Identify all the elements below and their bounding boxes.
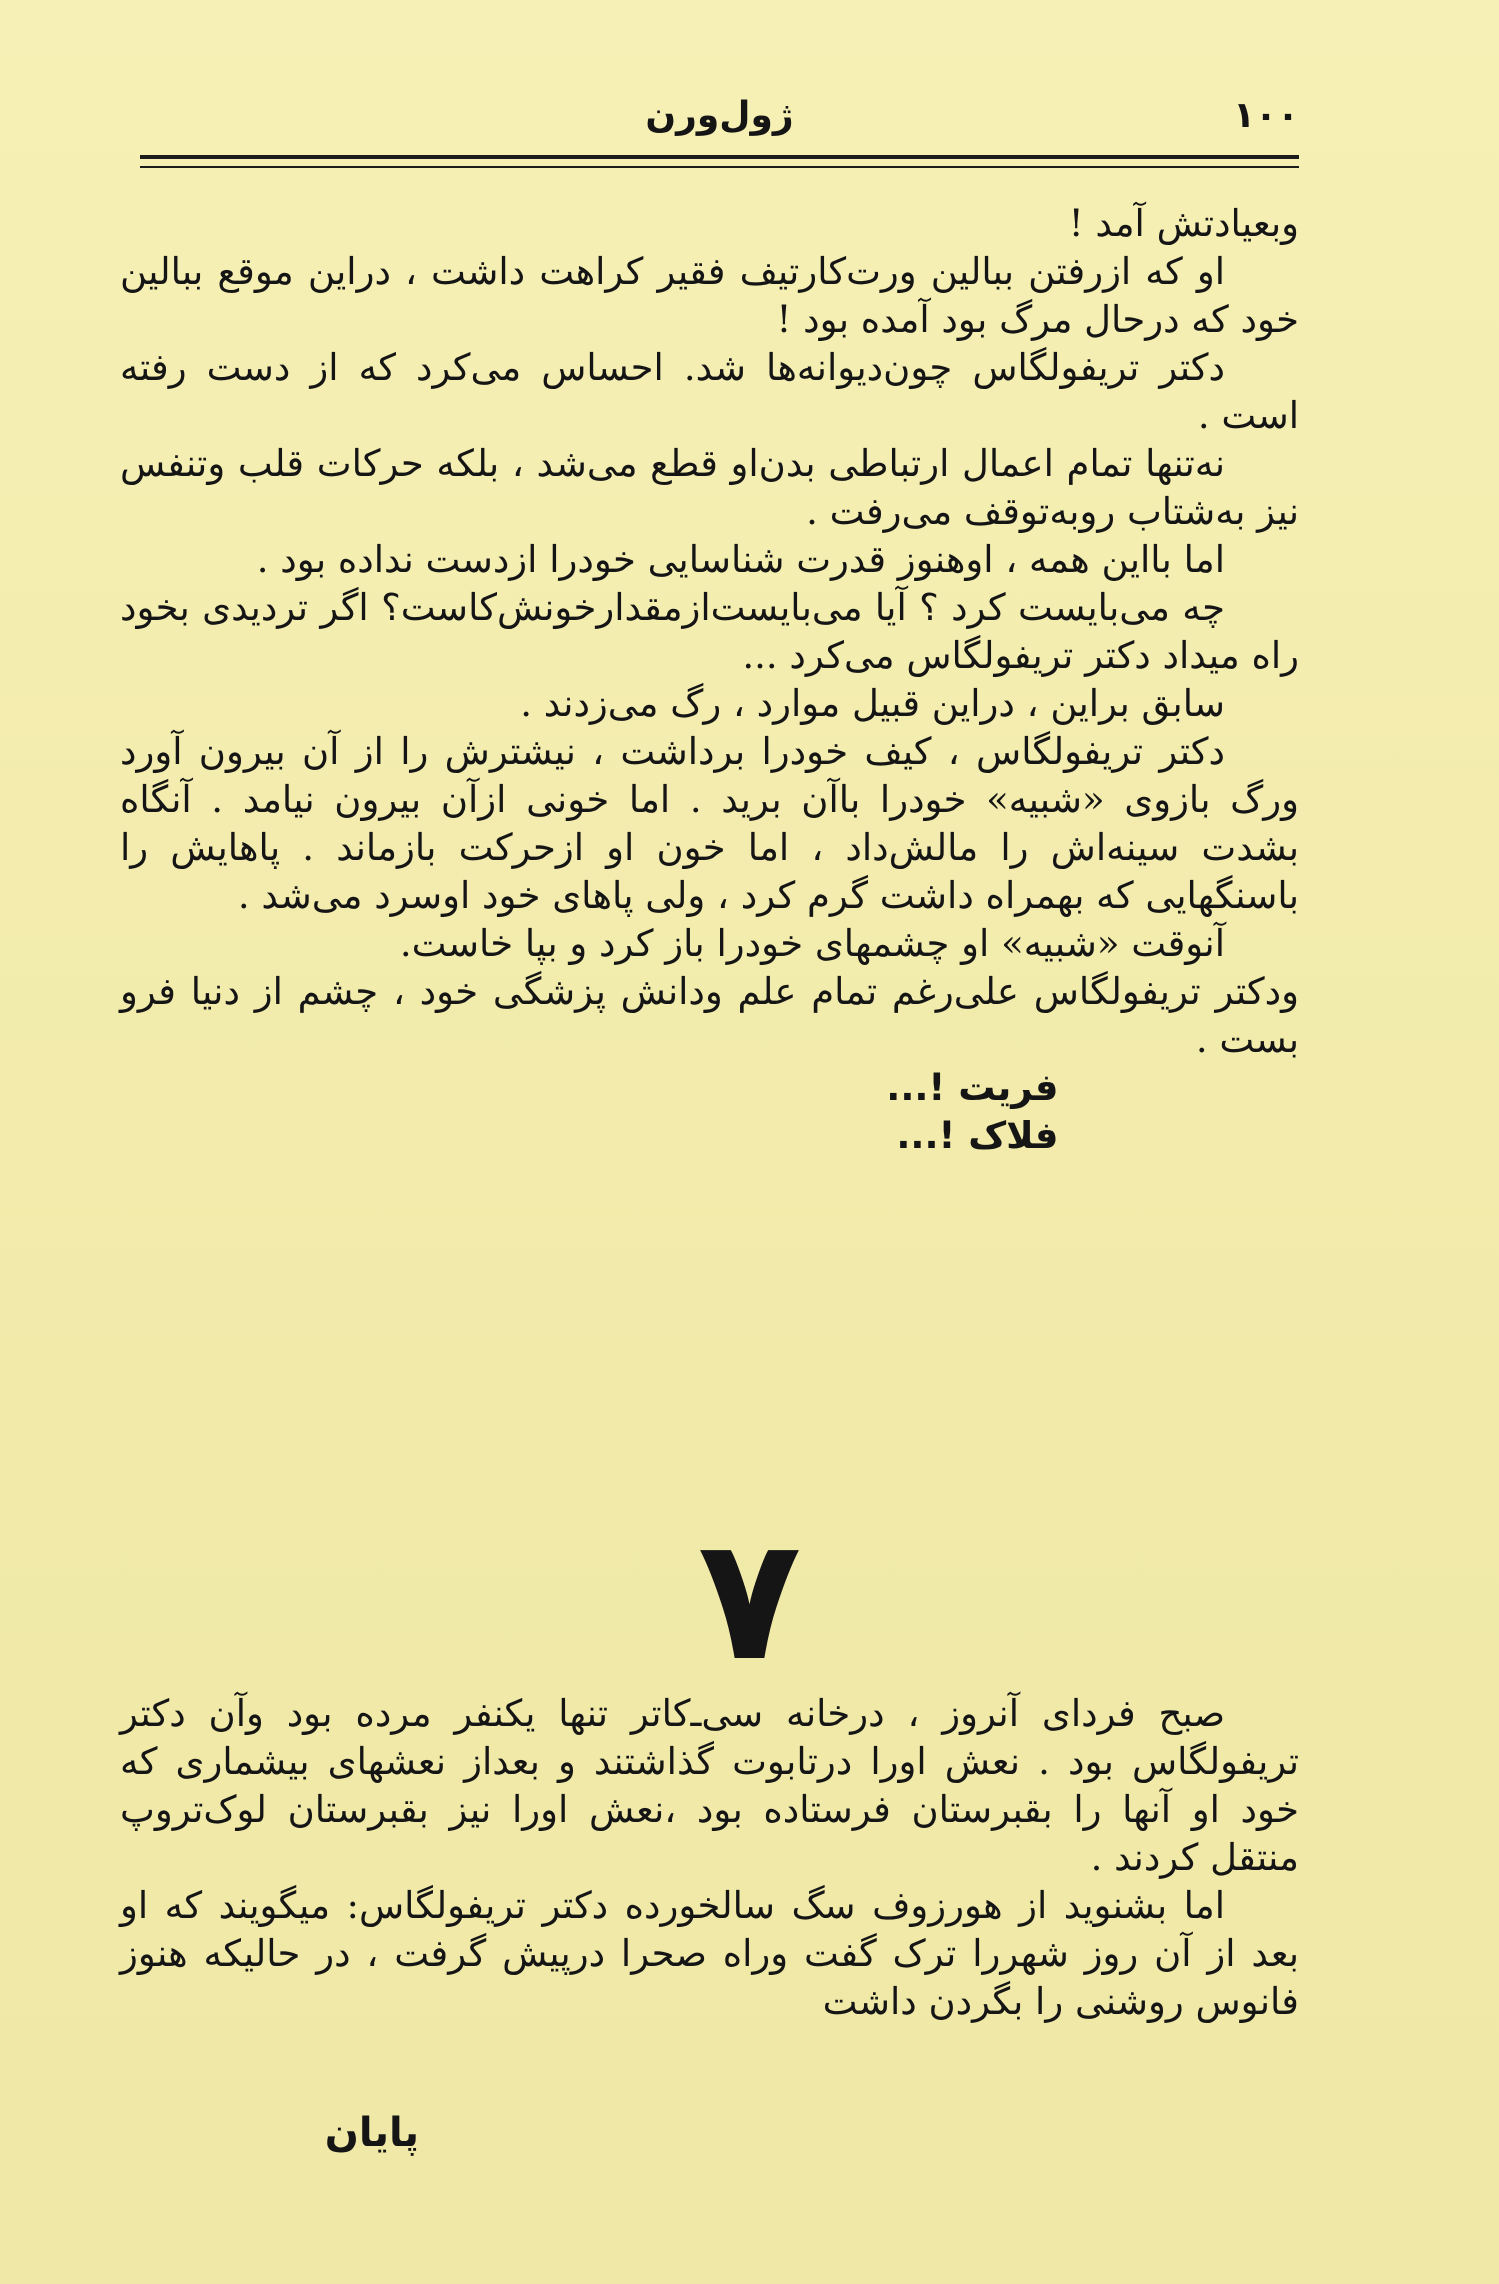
paragraph: چه می‌بایست کرد ؟ آیا می‌بایست‌ازمقدارخونش‌کاست؟ اگر تردیدی بخود راه میداد دکتر تریفولگاس می‌کرد ... (120, 586, 1299, 677)
header-rule-thin (140, 166, 1299, 168)
the-end-label: پایان (324, 2110, 419, 2156)
paragraph: ودکتر تریفولگاس علی‌رغم تمام علم ودانش پزشگی خود ، چشم از دنیا فرو بست . (120, 970, 1299, 1061)
section-a-text (120, 200, 1299, 1160)
exclamation: فلاک !... (896, 1114, 1059, 1157)
running-title: ژول‌ورن (645, 95, 794, 136)
paragraph: آنوقت «شبیه» او چشمهای خودرا باز کرد و بپا خاست. (399, 922, 1225, 965)
section-b-text (120, 1690, 1299, 2026)
paragraph: اما بااین همه ، اوهنوز قدرت شناسایی خودرا ازدست نداده بود . (256, 538, 1225, 581)
chapter-number: ۷ (697, 1501, 802, 1699)
paragraph: دکتر تریفولگاس چون‌دیوانه‌ها شد. احساس می‌کرد که از دست رفته است . (120, 346, 1299, 437)
paragraph: او که ازرفتن ببالین ورت‌کارتیف فقیر کراهت داشت ، دراین موقع ببالین خود که درحال مرگ بود آمده بود ! (120, 250, 1299, 341)
exclamation: فریت !... (886, 1066, 1059, 1109)
header-rule-thick (140, 155, 1299, 159)
paragraph: نه‌تنها تمام اعمال ارتباطی بدن‌او قطع می‌شد ، بلکه حرکات قلب وتنفس نیز به‌شتاب روبه‌توقف می‌رفت . (120, 442, 1299, 533)
page-number: ۱۰۰ (1233, 95, 1299, 136)
paragraph: وبعیادتش آمد ! (1068, 202, 1299, 245)
paragraph: دکتر تریفولگاس ، کیف خودرا برداشت ، نیشترش را از آن بیرون آورد ورگ بازوی «شبیه» خودرا باآن برید . اما خونی ازآن بیرون نیامد . آنگاه بشدت سینه‌اش را مالش‌داد ، اما خون او ازحرکت بازماند . پاهایش را باسنگهایی که بهمراه داشت گرم کرد ، ولی پاهای خود اوسرد می‌شد . (120, 730, 1299, 917)
paragraph: صبح فردای آنروز ، درخانه سی‌ـ‌کاتر تنها یکنفر مرده بود وآن دکتر تریفولگاس بود . نعش اورا درتابوت گذاشتند و بعداز نعشهای بیشماری که خود او آنها را بقبرستان فرستاده بود ،نعش اورا نیز بقبرستان لوک‌تروپ منتقل کردند . (120, 1692, 1300, 1879)
paragraph: اما بشنوید از هورزوف سگ سالخورده دکتر تریفولگاس: میگویند که او بعد از آن روز شهررا ترک گفت وراه صحرا درپیش گرفت ، در حالیکه هنوز فانوس روشنی را بگردن داشت (120, 1884, 1299, 2023)
page-header (140, 95, 1299, 155)
paragraph: سابق براین ، دراین قبیل موارد ، رگ می‌زدند . (520, 682, 1225, 725)
